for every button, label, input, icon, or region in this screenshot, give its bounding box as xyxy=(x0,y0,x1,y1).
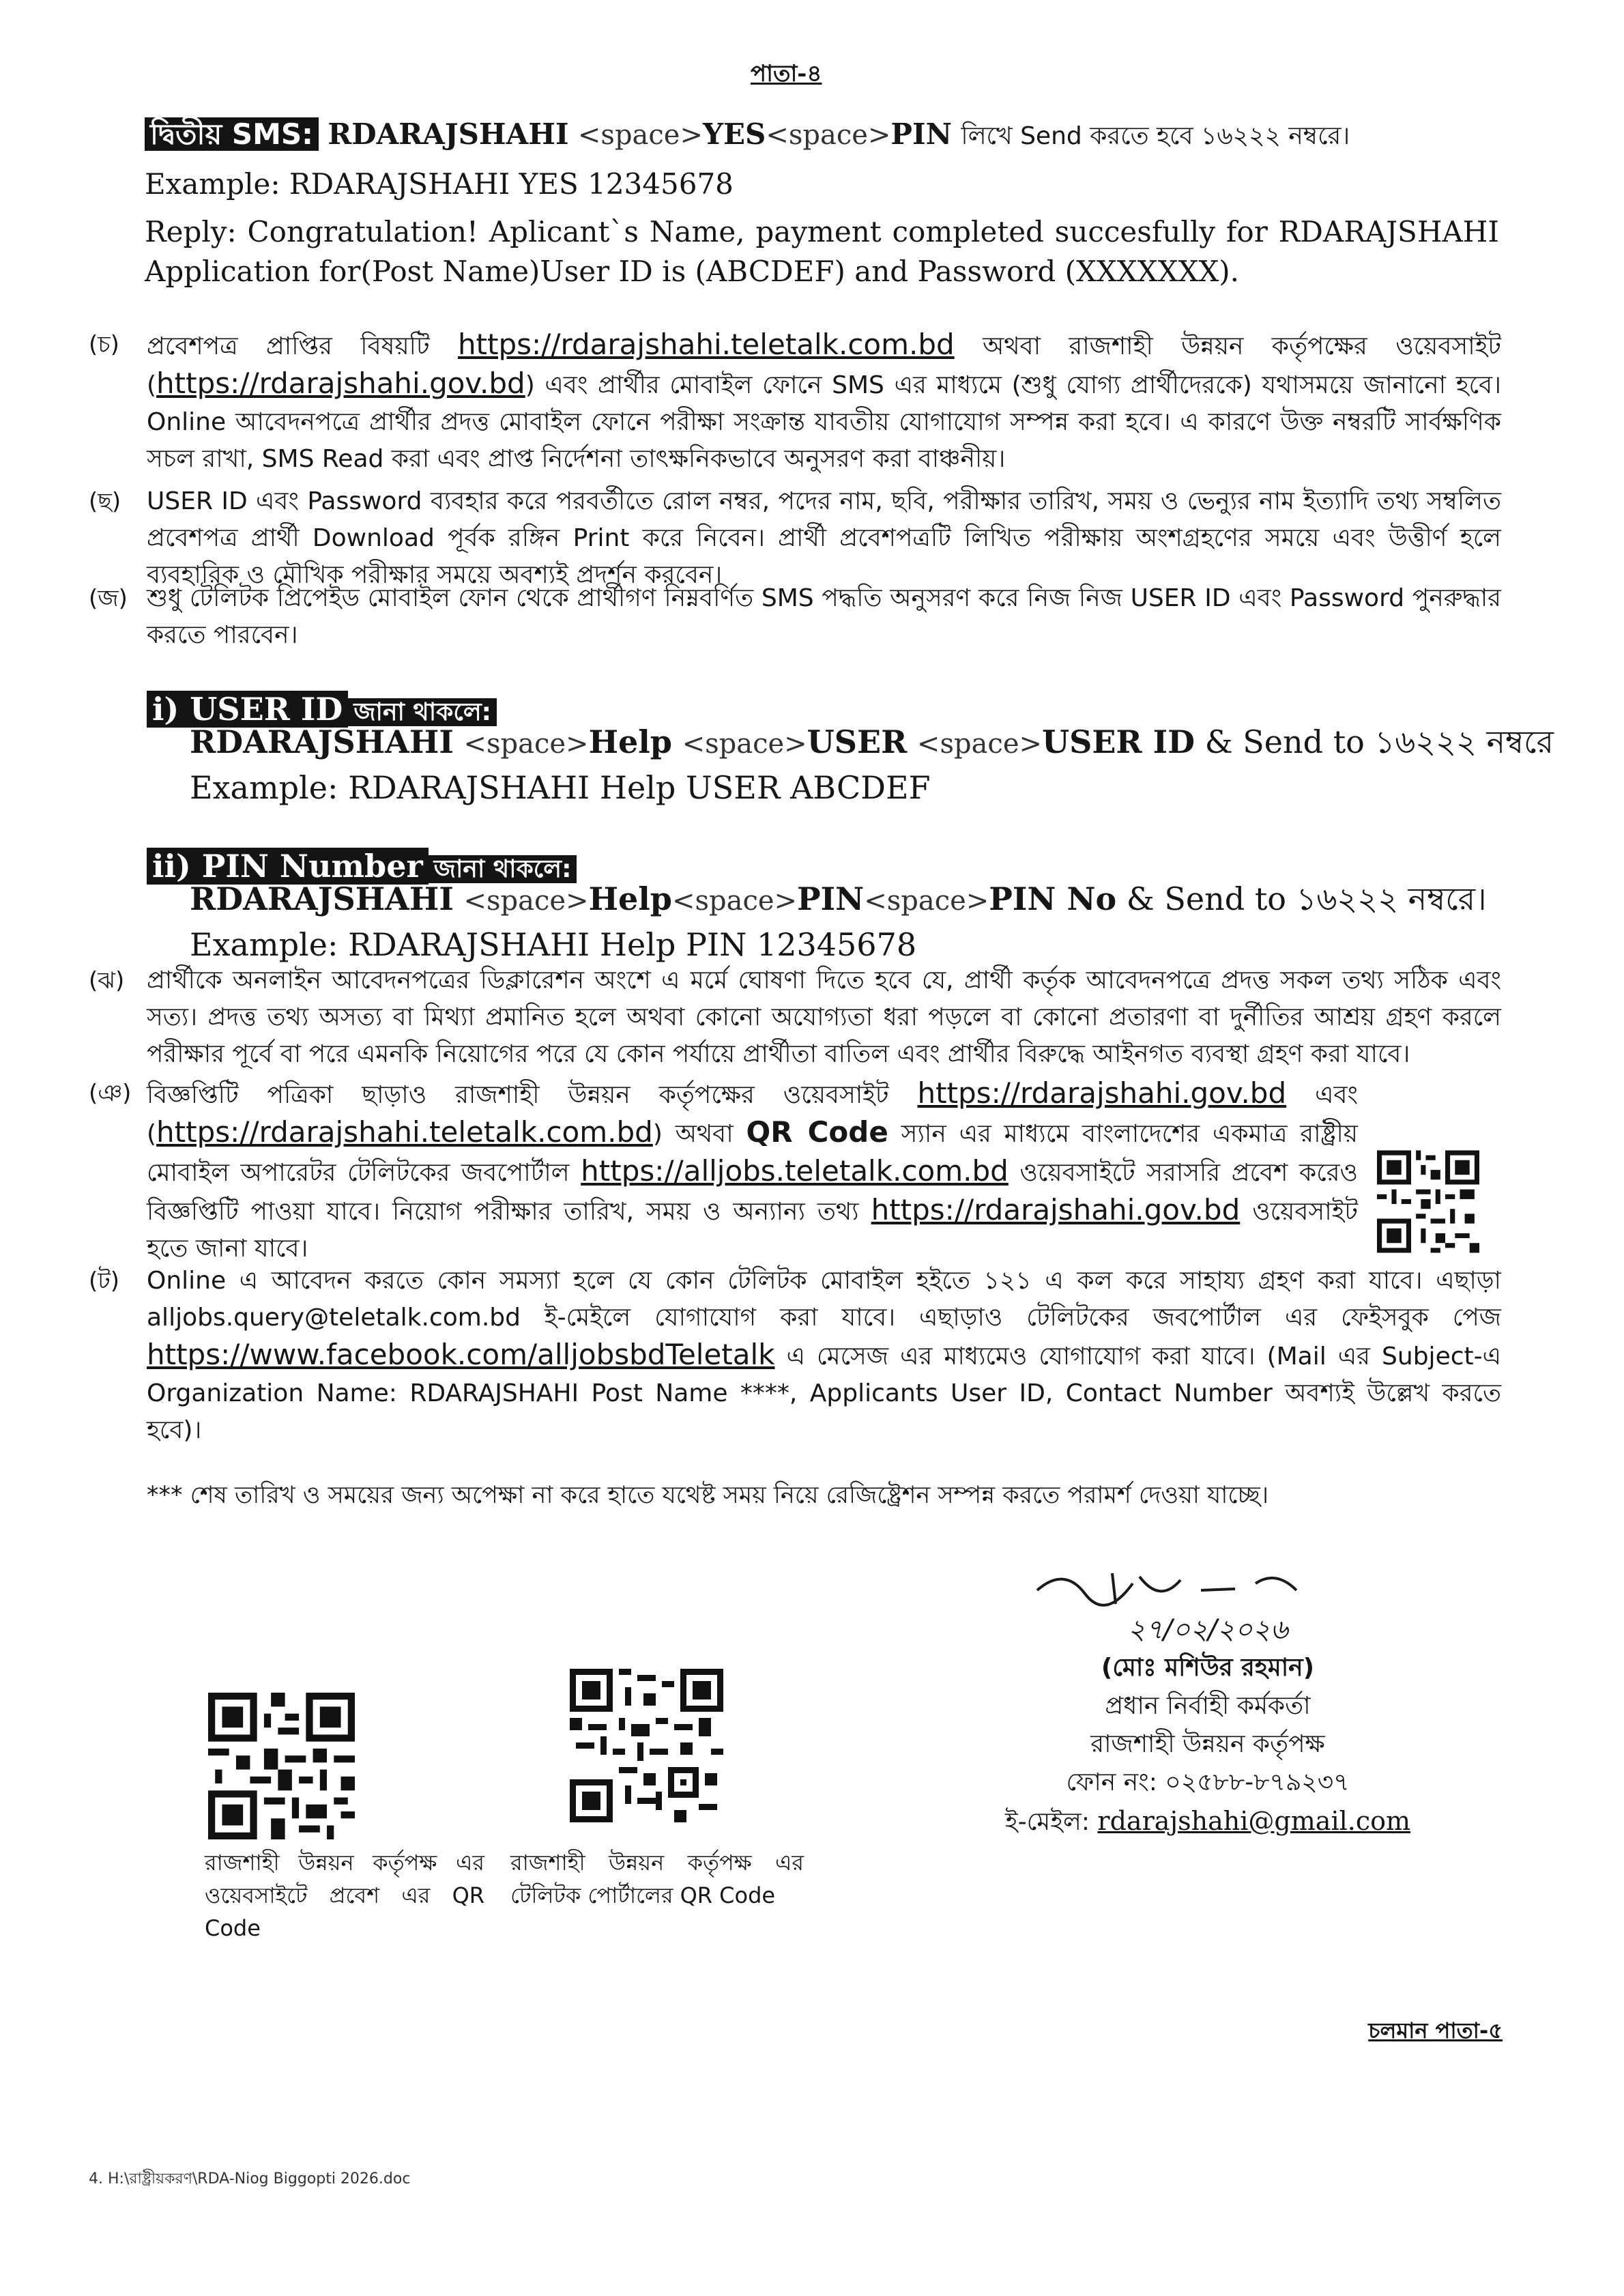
pin-keyword: PIN xyxy=(797,880,865,917)
item-text xyxy=(147,1263,1501,1449)
pin-tag: ii) PIN Number xyxy=(147,848,429,885)
help-keyword: Help xyxy=(588,723,672,760)
space-token: <space> xyxy=(682,728,807,760)
item-text-part: ওয়েবসাইটে সরাসরি প্রবেশ করেও বিজ্ঞপ্তিটি পাওয়া যাবে। নিয়োগ পরীক্ষার তারিখ, সময় ও অন্যান্য তথ্য xyxy=(147,1159,1359,1226)
item-text: USER ID এবং Password ব্যবহার করে পরবর্তীতে রোল নম্বর, পদের নাম, ছবি, পরীক্ষার তারিখ, সময় ও ভেন্যুর নাম ইত্যাদি তথ্য সম্বলিত প্রবেশপত্র প্রার্থী Download পূর্বক রঙ্গিন Print করে নিবেন। প্রার্থী প্রবেশপত্রটি লিখিত পরীক্ষায় অংশগ্রহণের সময়ে এবং উত্তীর্ণ হলে ব্যবহারিক ও মৌখিক পরীক্ষার সময়ে অবশ্যই প্রদর্শন করবেন। xyxy=(147,487,1501,589)
item-marker: (জ) xyxy=(89,585,128,612)
pin-command xyxy=(190,877,1487,966)
item-text: প্রার্থীকে অনলাইন আবেদনপত্রের ডিক্লারেশন অংশে এ মর্মে ঘোষণা দিতে হবে যে, প্রার্থী কর্তৃক আবেদনপত্রে প্রদত্ত সকল তথ্য সঠিক এবং সত্য। প্রদত্ত তথ্য অসত্য বা মিথ্যা প্রমানিত হলে অথবা কোনো অযোগ্যতা ধরা পড়লে বা কোনো প্রতারণা বা দুর্নীতির আশ্রয় গ্রহণ করলে পরীক্ষার পূর্বে বা পরে এমনকি নিয়োগের পরে যে কোন পর্যায়ে প্রার্থীতা বাতিল এবং প্রার্থীর বিরুদ্ধে আইনগত ব্যবস্থা গ্রহণ করা যাবে। xyxy=(147,966,1501,1068)
signatory-email-line xyxy=(989,1802,1426,1841)
website-link[interactable]: https://rdarajshahi.gov.bd xyxy=(917,1076,1287,1110)
command-tail: & Send to ১৬২২২ নম্বরে xyxy=(1204,723,1554,760)
item-text-part: স্যান এর মাধ্যমে বাংলাদেশের একমাত্র রাষ্ট্রীয় মোবাইল অপারেটর টেলিটকের জবপোর্টাল xyxy=(147,1120,1358,1187)
email-link[interactable]: rdarajshahi@gmail.com xyxy=(1097,1806,1411,1836)
item-text-part: প্রবেশপত্র প্রাপ্তির বিষয়টি xyxy=(147,332,430,360)
page-number: পাতা-৪ xyxy=(751,60,822,87)
signatory-phone: ফোন নং: ০২৫৮৮-৮৭৯২৩৭ xyxy=(1066,1768,1350,1796)
continued-page-label: চলমান পাতা-৫ xyxy=(1368,2018,1503,2043)
space-token: <space> xyxy=(864,885,989,917)
qr-code-teletalk xyxy=(570,1669,723,1822)
user-id-tag-tail: জানা থাকলে: xyxy=(348,698,497,726)
website-qr-code-icon xyxy=(208,1693,355,1839)
file-path: 4. H:\রাষ্ট্রীয়করণ\RDA-Niog Biggopti 2026.doc xyxy=(89,2170,411,2187)
user-keyword: USER xyxy=(807,723,908,760)
space-token: <space> xyxy=(766,119,891,151)
alljobs-link[interactable]: https://alljobs.teletalk.com.bd xyxy=(581,1154,1009,1188)
item-chha xyxy=(89,483,1501,594)
qr-code-website xyxy=(208,1693,355,1839)
pin-tag-tail: জানা থাকলে: xyxy=(429,855,577,883)
sms-code: RDARAJSHAHI xyxy=(190,880,454,917)
item-text-part: এ মেসেজ এর মাধ্যমেও যোগাযোগ করা যাবে। (Mail এর Subject-এ Organization Name: RDARAJSHAHI Post Name ****, Applicants User ID, Contact Number অবশ্যই উল্লেখ করতে হবে)। xyxy=(147,1343,1501,1444)
qr-code-small xyxy=(1377,1145,1479,1258)
item-text-part: Online এ আবেদন করতে কোন সমস্যা হলে যে কোন টেলিটক মোবাইল হইতে ১২১ এ কল করে সাহায্য গ্রহণ করা যাবে। এছাড়া alljobs.query@teletalk.com.bd ই-মেইলে যোগাযোগ করা যাবে। এছাড়াও টেলিটকের জবপোর্টাল এর ফেইসবুক পেজ xyxy=(147,1267,1501,1332)
signatory-name: (মোঃ মশিউর রহমান) xyxy=(1101,1654,1315,1682)
space-token: <space> xyxy=(916,728,1043,760)
signature-block xyxy=(989,1570,1426,1841)
item-jha xyxy=(89,962,1501,1073)
signatory-designation: প্রধান নির্বাহী কর্মকর্তা xyxy=(1105,1692,1311,1720)
item-text xyxy=(147,326,1501,478)
space-token: <space> xyxy=(463,885,589,917)
item-marker: (ঞ) xyxy=(89,1080,132,1107)
second-sms-tag: দ্বিতীয় SMS: xyxy=(145,117,319,151)
item-text-part: এবং ( xyxy=(147,1081,1358,1148)
space-token: <space> xyxy=(463,728,589,760)
item-text-part: অথবা রাজশাহী উন্নয়ন কর্তৃপক্ষের ওয়েবসাইট ( xyxy=(147,332,1501,399)
sms-code: RDARAJSHAHI xyxy=(328,117,569,151)
yes-keyword: YES xyxy=(703,117,766,151)
second-sms-block xyxy=(145,115,1499,291)
signature-date: ২৭/০২/২০২৬ xyxy=(1127,1614,1288,1646)
space-token: <space> xyxy=(671,885,798,917)
item-text-part: ) এবং প্রার্থীর মোবাইল ফোনে SMS এর মাধ্যমে (শুধু যোগ্য প্রার্থীদেরকে) যথাসময়ে জানানো হবে। Online আবেদনপত্রে প্রার্থীর প্রদত্ত মোবাইল ফোনে পরীক্ষা সংক্রান্ত যাবতীয় যোগাযোগ সম্পন্ন করা হবে। এ কারণে উক্ত নম্বরটি সার্বক্ষণিক সচল রাখা, SMS Read করা এবং প্রাপ্ত নির্দেশনা তাৎক্ষনিকভাবে অনুসরণ করা বাঞ্চনীয়। xyxy=(147,371,1501,473)
user-id-tag: i) USER ID xyxy=(147,691,348,728)
item-cha xyxy=(89,326,1501,478)
item-text: শুধু টেলিটক প্রিপেইড মোবাইল ফোন থেকে প্রার্থীগণ নিম্নবর্ণিত SMS পদ্ধতি অনুসরণ করে নিজ নিজ USER ID এবং Password পুনরুদ্ধার করতে পারবেন। xyxy=(147,584,1501,649)
teletalk-link[interactable]: https://rdarajshahi.teletalk.com.bd xyxy=(457,328,955,361)
pin-keyword: PIN xyxy=(890,117,953,151)
userid-keyword: USER ID xyxy=(1042,723,1195,760)
space-token: <space> xyxy=(577,119,703,151)
item-marker: (ছ) xyxy=(89,488,121,515)
website-link[interactable]: https://rdarajshahi.gov.bd xyxy=(871,1193,1241,1226)
teletalk-qr-code-icon xyxy=(570,1669,723,1822)
item-marker: (ট) xyxy=(89,1267,120,1295)
item-ja xyxy=(89,580,1501,654)
qr-code-label: QR Code xyxy=(746,1115,888,1149)
email-label: ই-মেইল: xyxy=(1004,1808,1090,1836)
sms-tail: লিখে Send করতে হবে ১৬২২২ নম্বরে। xyxy=(961,122,1350,150)
website-link[interactable]: https://rdarajshahi.gov.bd xyxy=(156,367,525,400)
item-text-part: ) অথবা xyxy=(652,1120,734,1148)
item-marker: (ঝ) xyxy=(89,967,125,994)
second-sms-line xyxy=(145,115,1499,156)
sms-reply: Reply: Congratulation! Aplicant`s Name, payment completed succesfully for RDARAJSHAHI Application for(Post Name)User ID is (ABCDEF) and Password (XXXXXXX). xyxy=(145,215,1499,288)
signatory-org: রাজশাহী উন্নয়ন কর্তৃপক্ষ xyxy=(1090,1730,1325,1758)
website-qr-caption: রাজশাহী উন্নয়ন কর্তৃপক্ষ এর ওয়েবসাইটে প্রবেশ এর QR Code xyxy=(205,1850,484,1941)
item-ta xyxy=(89,1263,1501,1449)
user-id-command xyxy=(190,720,1554,809)
sms-code: RDARAJSHAHI xyxy=(190,723,454,760)
sms-example: Example: RDARAJSHAHI YES 12345678 xyxy=(145,167,734,201)
pin-example: Example: RDARAJSHAHI Help PIN 12345678 xyxy=(190,926,917,963)
teletalk-link[interactable]: https://rdarajshahi.teletalk.com.bd xyxy=(156,1115,653,1149)
item-marker: (চ) xyxy=(89,331,119,358)
item-text-part: ওয়েবসাইট হতে জানা যাবে। xyxy=(147,1198,1358,1263)
deadline-note: *** শেষ তারিখ ও সময়ের জন্য অপেক্ষা না করে হাতে যথেষ্ট সময় নিয়ে রেজিষ্ট্রেশন সম্পন্ন করতে পরামর্শ দেওয়া যাচ্ছে। xyxy=(147,1482,1269,1509)
user-id-example: Example: RDARAJSHAHI Help USER ABCDEF xyxy=(190,769,931,806)
item-text-part: বিজ্ঞপ্তিটি পত্রিকা ছাড়াও রাজশাহী উন্নয়ন কর্তৃপক্ষের ওয়েবসাইট xyxy=(147,1081,889,1109)
command-tail: & Send to ১৬২২২ নম্বরে। xyxy=(1126,880,1487,917)
teletalk-qr-caption: রাজশাহী উন্নয়ন কর্তৃপক্ষ এর টেলিটক পোর্টালের QR Code xyxy=(510,1850,804,1908)
help-keyword: Help xyxy=(588,880,672,917)
pinno-keyword: PIN No xyxy=(989,880,1117,917)
item-text xyxy=(147,1075,1358,1267)
item-nya xyxy=(89,1075,1358,1267)
facebook-link[interactable]: https://www.facebook.com/alljobsbdTeletalk xyxy=(147,1338,775,1371)
qr-code-icon xyxy=(1377,1145,1479,1258)
